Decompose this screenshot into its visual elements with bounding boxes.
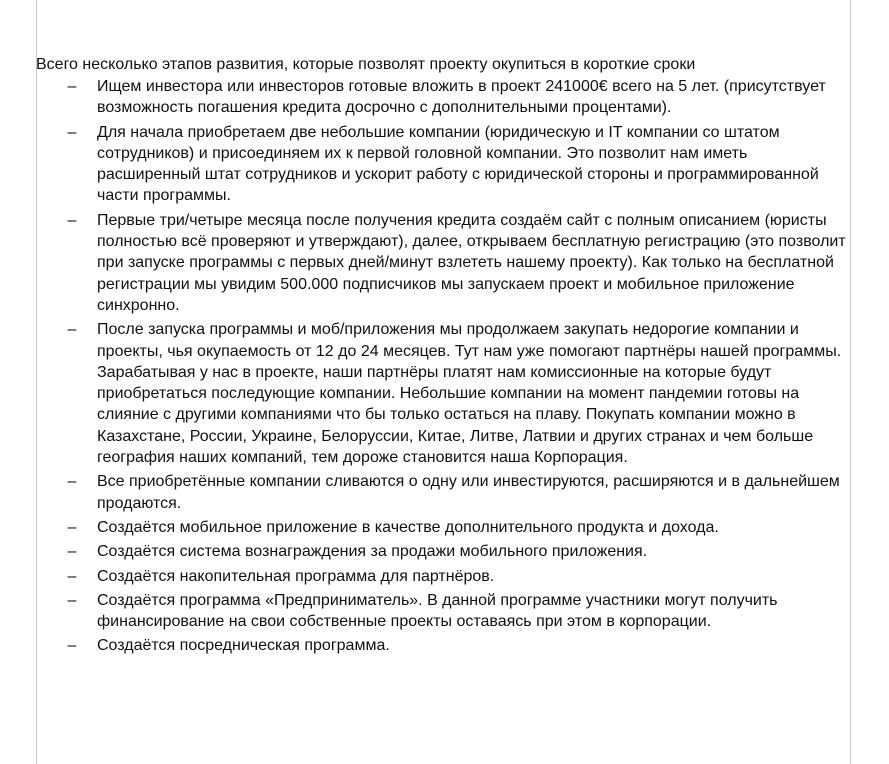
- bullet-dash: –: [67, 473, 77, 491]
- list-item-text: Создаётся накопительная программа для партнёров.: [97, 567, 495, 585]
- bullet-dash: –: [67, 567, 77, 585]
- list-item: [36, 566, 854, 587]
- bullet-dash: –: [67, 543, 77, 561]
- bullet-dash: –: [67, 518, 77, 536]
- bullet-dash: –: [67, 591, 77, 609]
- list-item-text: Создаётся мобильное приложение в качестве дополнительного продукта и дохода.: [97, 518, 719, 536]
- bullet-list: [36, 76, 854, 660]
- list-item: [36, 471, 854, 514]
- list-item-text: После запуска программы и моб/приложения мы продолжаем закупать недорогие компании и проекты, чья окупаемость от 12 до 24 месяцев. Тут нам уже помогают партнёры нашей программы. Зарабатывая у нас в проекте, наши партнёры платят нам комиссионные на которые будут приобретаться последующие компании. Небольшие компании на момент пандемии готовы на слияние с другими компаниями что бы только остаться на плаву. Покупать компании можно в Казахстане, России, Украине, Белоруссии, Китае, Литве, Латвии и других странах и чем больше география наших компаний, тем дороже становится наша Корпорация.: [97, 321, 842, 467]
- list-item-text: Создаётся система вознаграждения за продажи мобильного приложения.: [97, 543, 648, 561]
- list-item-text: Создаётся посредническая программа.: [97, 637, 390, 655]
- list-item: [36, 122, 854, 207]
- list-item: [36, 319, 854, 468]
- bullet-dash: –: [67, 78, 77, 95]
- list-item: [36, 635, 854, 656]
- list-item: [36, 541, 854, 562]
- list-item-text: Все приобретённые компании сливаются о одну или инвестируются, расширяются и в дальнейшем продаются.: [97, 473, 840, 512]
- intro-paragraph: Всего несколько этапов развития, которые позволят проекту окупиться в короткие сроки: [36, 56, 696, 73]
- list-item-text: Для начала приобретаем две небольшие компании (юридическую и IT компании со штатом сотрудников) и присоединяем их к первой головной компании. Это позволит нам иметь расширенный штат сотрудников и ускорит работу с юридической стороны и программированной части программы.: [97, 123, 819, 205]
- bullet-dash: –: [67, 321, 77, 339]
- list-item: [36, 590, 854, 633]
- list-item-text: Первые три/четыре месяца после получения кредита создаём сайт с полным описанием (юристы полностью всё проверяют и утверждают), далее, открываем бесплатную регистрацию (это позволит при запуске программы с первых дней/минут взлететь нашему проекту). Как только на бесплатной регистрации мы увидим 500.000 подписчиков мы запускаем проект и мобильное приложение синхронно.: [97, 211, 846, 314]
- bullet-dash: –: [67, 637, 77, 655]
- bullet-dash: –: [67, 123, 77, 141]
- list-item: [36, 210, 854, 316]
- bullet-dash: –: [67, 211, 77, 229]
- list-item-text: Ищем инвестора или инвесторов готовые вложить в проект 241000€ всего на 5 лет. (присутствует возможность погашения кредита досрочно с дополнительными процентами).: [97, 78, 826, 117]
- list-item: [36, 517, 854, 538]
- list-item: [36, 76, 854, 119]
- list-item-text: Создаётся программа «Предприниматель». В данной программе участники могут получить финансирование на свои собственные проекты оставаясь при этом в корпорации.: [97, 591, 778, 631]
